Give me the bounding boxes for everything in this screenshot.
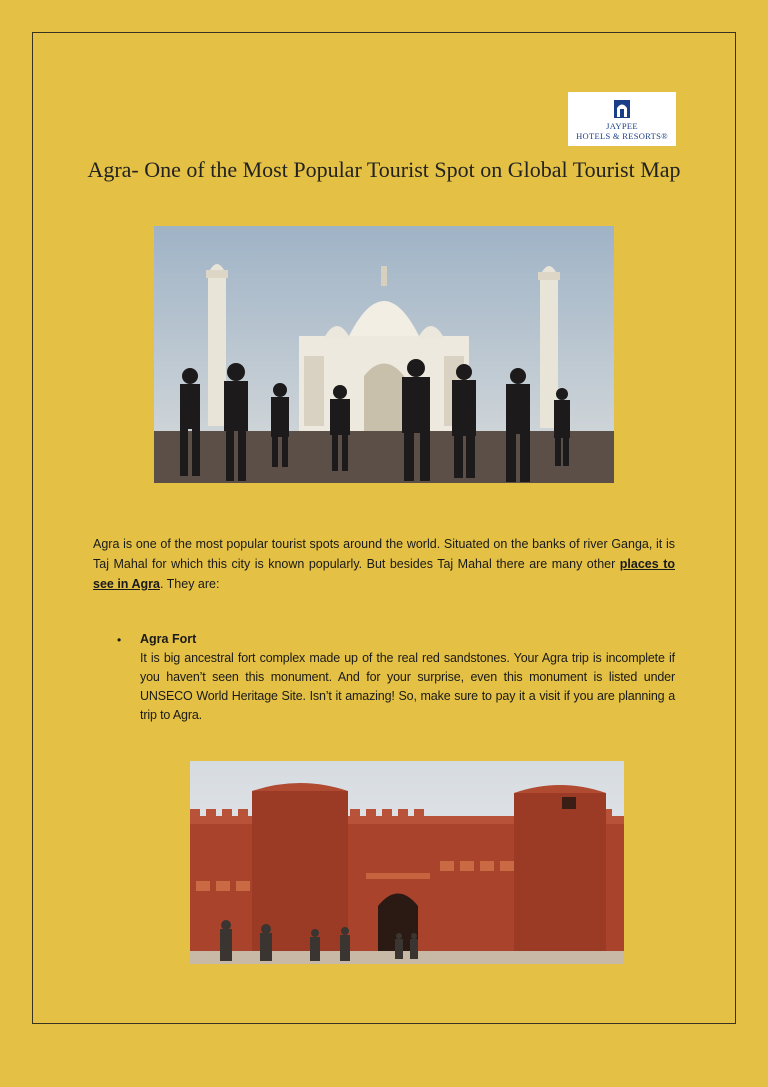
logo-line-1: JAYPEE <box>606 121 638 131</box>
agra-fort-description: It is big ancestral fort complex made up of the real red sandstones. Your Agra trip is incomplete if you haven’t seen this monument. And for your surprise, even this monument is listed under UNSECO World Heritage Site. Isn’t it amazing! So, make sure to pay it a visit if you are planning a trip to Agra. <box>140 651 675 722</box>
bullet-icon: • <box>117 633 122 647</box>
logo-emblem-icon <box>614 100 630 118</box>
agra-fort-photo <box>190 761 624 964</box>
agra-fort-heading: Agra Fort <box>140 632 197 646</box>
page-title: Agra- One of the Most Popular Tourist Spot on Global Tourist Map <box>87 157 681 182</box>
logo-line-2: HOTELS & RESORTS® <box>576 131 668 141</box>
intro-text-after: . They are: <box>159 577 220 591</box>
places-to-see-link[interactable]: places to see in Agra <box>93 557 676 591</box>
list-item <box>140 630 675 725</box>
intro-text-before: Agra is one of the most popular tourist spots around the world. Situated on the banks of river Ganga, it is Taj Mahal for which this city is known popularly. But besides Taj Mahal there are many other <box>93 537 675 571</box>
jaypee-logo <box>568 92 676 146</box>
intro-paragraph <box>93 534 675 594</box>
taj-mahal-photo <box>154 226 614 483</box>
